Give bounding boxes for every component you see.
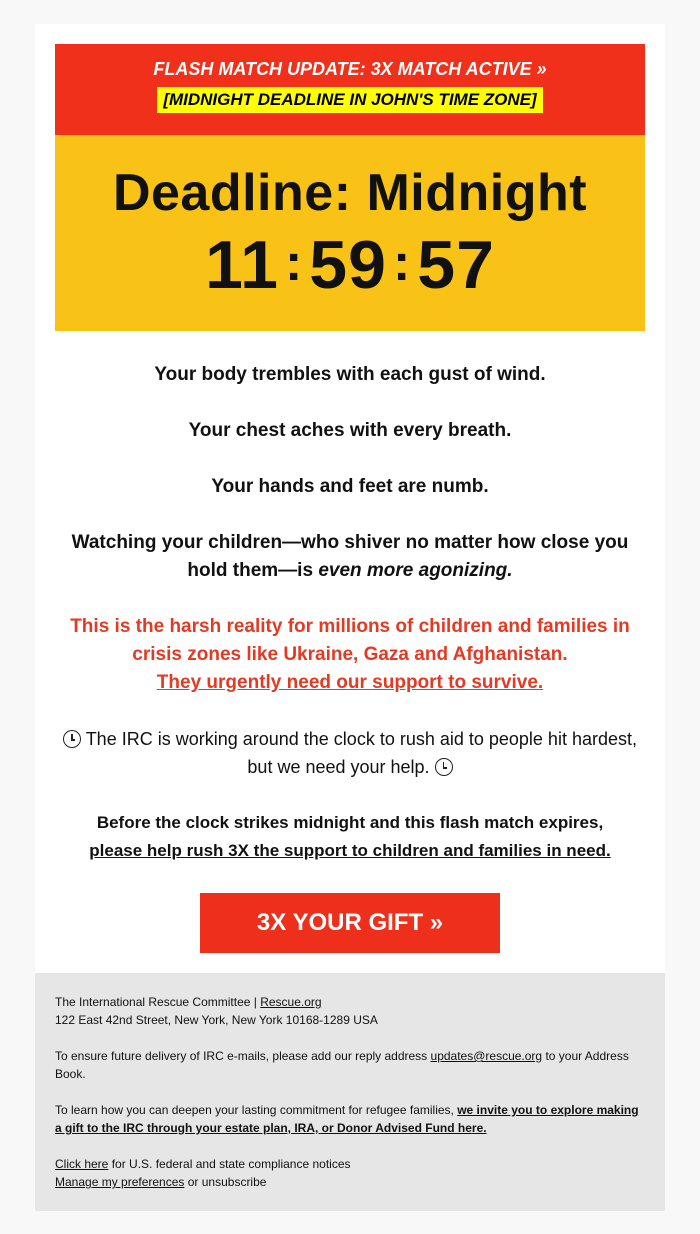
help-text: The IRC is working around the clock to rush aid to people hit hardest, but we need your help. [85, 729, 637, 777]
countdown-timer [55, 227, 645, 301]
timer-separator: : [392, 234, 412, 292]
appeal-emphasis: even more agonizing. [318, 560, 513, 581]
flash-match-banner[interactable] [55, 44, 645, 135]
timer-seconds: 57 [417, 227, 495, 303]
email-container [35, 24, 665, 1211]
manage-preferences-link[interactable]: Manage my preferences [55, 1175, 185, 1189]
appeal-paragraph: Your chest aches with every breath. [188, 420, 512, 441]
footer-org-name: The International Rescue Committee | [55, 995, 261, 1009]
flash-match-headline[interactable]: FLASH MATCH UPDATE: 3X MATCH ACTIVE » [153, 59, 547, 79]
timer-hours: 11 [205, 227, 279, 303]
give-button[interactable]: 3X YOUR GIFT » [200, 893, 500, 953]
footer-delivery-text: To ensure future delivery of IRC e-mails, please add our reply address [55, 1049, 431, 1063]
cta-section [35, 893, 665, 973]
deadline-paragraph [55, 809, 645, 865]
crisis-support-link[interactable]: They urgently need our support to survive. [156, 672, 544, 693]
appeal-body [35, 331, 665, 865]
legacy-giving-link[interactable]: we invite you to explore making a gift to the IRC through your estate plan, IRA, or Donor Advised Fund here. [55, 1103, 639, 1135]
footer-address: 122 East 42nd Street, New York, New York 10168-1289 USA [55, 1013, 378, 1027]
compliance-text: for U.S. federal and state compliance notices [108, 1157, 351, 1171]
email-footer [35, 973, 665, 1211]
compliance-link[interactable]: Click here [55, 1157, 109, 1171]
footer-links [55, 1155, 645, 1191]
appeal-paragraph: Your hands and feet are numb. [211, 476, 489, 497]
crisis-text: This is the harsh reality for millions of children and families in crisis zones like Ukraine, Gaza and Afghanistan. [70, 616, 630, 665]
help-rush-link[interactable]: please help rush 3X the support to children and families in need. [89, 841, 611, 860]
help-paragraph [55, 725, 645, 781]
timer-separator: : [284, 234, 304, 292]
footer-delivery [55, 1047, 645, 1083]
footer-org [55, 993, 645, 1029]
clock-icon [435, 758, 453, 776]
deadline-timezone-note: [MIDNIGHT DEADLINE IN JOHN'S TIME ZONE] [157, 87, 542, 113]
footer-legacy [55, 1101, 645, 1137]
unsubscribe-text: or unsubscribe [184, 1175, 267, 1189]
rescue-org-link[interactable]: Rescue.org [260, 995, 322, 1009]
appeal-text: Watching your children—who shiver no matter how close you hold them—is [71, 532, 629, 581]
deadline-label: Deadline: Midnight [112, 164, 588, 222]
appeal-paragraph: Your body trembles with each gust of wind. [154, 364, 546, 385]
appeal-paragraph [55, 529, 645, 585]
clock-icon [63, 730, 81, 748]
crisis-paragraph [55, 613, 645, 697]
footer-delivery-suffix: to your Address Book. [55, 1049, 629, 1081]
countdown-banner [55, 135, 645, 331]
reply-email-link[interactable]: updates@rescue.org [430, 1049, 543, 1063]
deadline-text: Before the clock strikes midnight and this flash match expires, [96, 813, 604, 832]
footer-legacy-text: To learn how you can deepen your lasting commitment for refugee families, [55, 1103, 458, 1117]
timer-minutes: 59 [309, 227, 387, 303]
